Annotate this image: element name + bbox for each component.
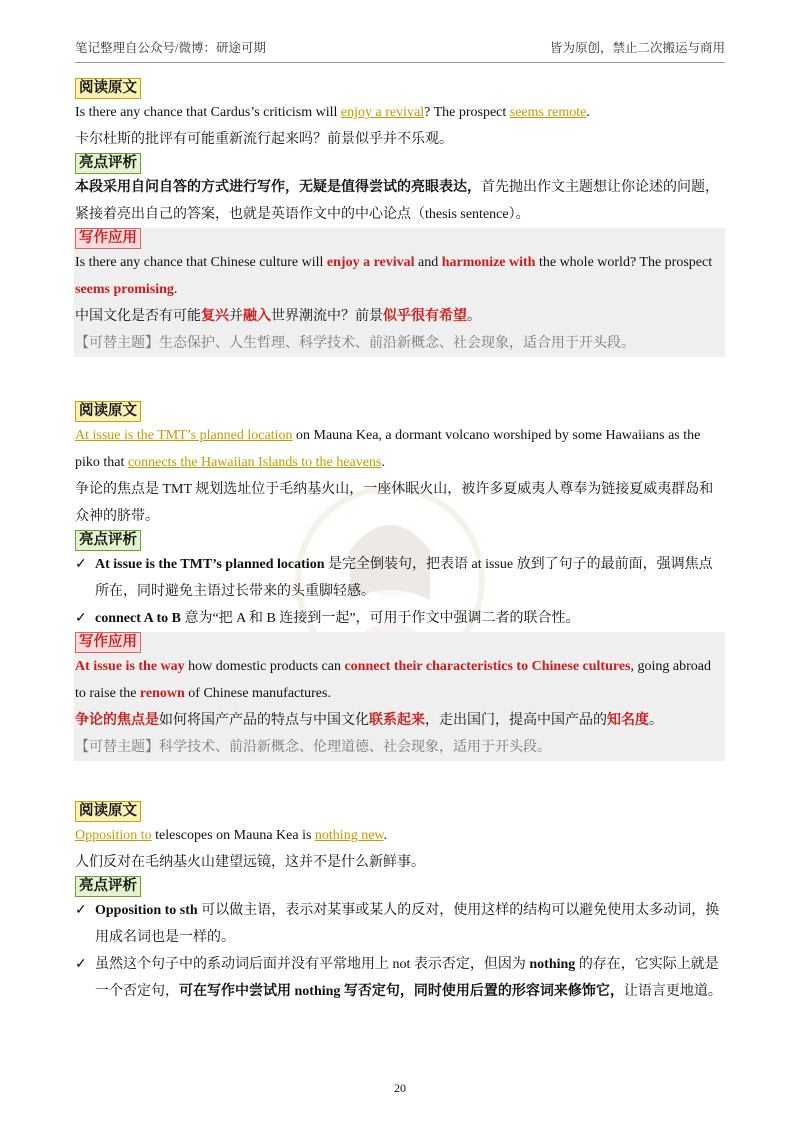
check-icon: ✓	[75, 957, 87, 972]
header-left-text: 笔记整理自公众号/微博：研途可期	[75, 41, 266, 55]
alternative-topics: 【可替主题】科学技术、前沿新概念、伦理道德、社会现象，适用于开头段。	[75, 740, 551, 755]
page-number: 20	[394, 1081, 406, 1095]
original-sentence: Is there any chance that Cardus’s criticism will enjoy a revival? The prospect seems remote.	[75, 105, 590, 120]
writing-application-box	[74, 632, 725, 761]
chinese-translation: 人们反对在毛纳基火山建望远镜，这并不是什么新鲜事。	[75, 855, 425, 870]
header-divider	[75, 62, 725, 63]
application-translation: 中国文化是否有可能复兴并融入世界潮流中？前景似乎很有希望。	[75, 309, 481, 324]
highlight-analysis: 本段采用自问自答的方式进行写作，无疑是值得尝试的亮眼表达，首先抛出作文主题想让你论述的问题，紧接着亮出自己的答案，也就是英语作文中的中心论点（thesis sentence）。	[75, 180, 719, 222]
check-icon: ✓	[75, 611, 87, 626]
label-highlight: 亮点评析	[75, 530, 141, 551]
original-sentence: Opposition to telescopes on Mauna Kea is nothing new.	[75, 828, 388, 843]
alternative-topics: 【可替主题】生态保护、人生哲理、科学技术、前沿新概念、社会现象，适合用于开头段。	[75, 336, 635, 351]
label-read-original: 阅读原文	[75, 78, 141, 99]
application-sentence: Is there any chance that Chinese culture will enjoy a revival and harmonize with the whole world? The prospect seems promising.	[75, 255, 713, 297]
label-writing-application: 写作应用	[75, 228, 141, 249]
analysis-point: ✓ Opposition to sth 可以做主语，表示对某事或某人的反对，使用这样的结构可以避免使用太多动词，换用成名词也是一样的。	[75, 897, 725, 951]
header-right-text: 皆为原创，禁止二次搬运与商用	[549, 41, 725, 55]
writing-application-box	[74, 228, 725, 357]
analysis-point: ✓ connect A to B 意为“把 A 和 B 连接到一起”，可用于作文中强调二者的联合性。	[75, 605, 725, 632]
label-highlight: 亮点评析	[75, 876, 141, 897]
check-icon: ✓	[75, 557, 87, 572]
chinese-translation: 卡尔杜斯的批评有可能重新流行起来吗？前景似乎并不乐观。	[75, 132, 453, 147]
application-translation: 争论的焦点是如何将国产产品的特点与中国文化联系起来，走出国门，提高中国产品的知名度。	[75, 713, 663, 728]
original-sentence: At issue is the TMT’s planned location on Mauna Kea, a dormant volcano worshiped by some Hawaiians as the piko that connects the Hawaiian Islands to the heavens.	[75, 428, 701, 470]
page-content	[75, 78, 725, 1005]
label-read-original: 阅读原文	[75, 801, 141, 822]
label-writing-application: 写作应用	[75, 632, 141, 653]
label-highlight: 亮点评析	[75, 153, 141, 174]
analysis-point: ✓ 虽然这个句子中的系动词后面并没有平常地用上 not 表示否定，但因为 nothing 的存在，它实际上就是一个否定句，可在写作中尝试用 nothing 写否定句，同时使用后置的形容词来修饰它，让语言更地道。	[75, 951, 725, 1005]
check-icon: ✓	[75, 903, 87, 918]
label-read-original: 阅读原文	[75, 401, 141, 422]
analysis-point: ✓ At issue is the TMT’s planned location 是完全倒装句，把表语 at issue 放到了句子的最前面，强调焦点所在，同时避免主语过长带来的头重脚轻感。	[75, 551, 725, 605]
application-sentence: At issue is the way how domestic products can connect their characteristics to Chinese cultures, going abroad to raise the renown of Chinese manufactures.	[75, 659, 711, 701]
chinese-translation: 争论的焦点是 TMT 规划选址位于毛纳基火山，一座休眠火山，被许多夏威夷人尊奉为链接夏威夷群岛和众神的脐带。	[75, 482, 714, 524]
